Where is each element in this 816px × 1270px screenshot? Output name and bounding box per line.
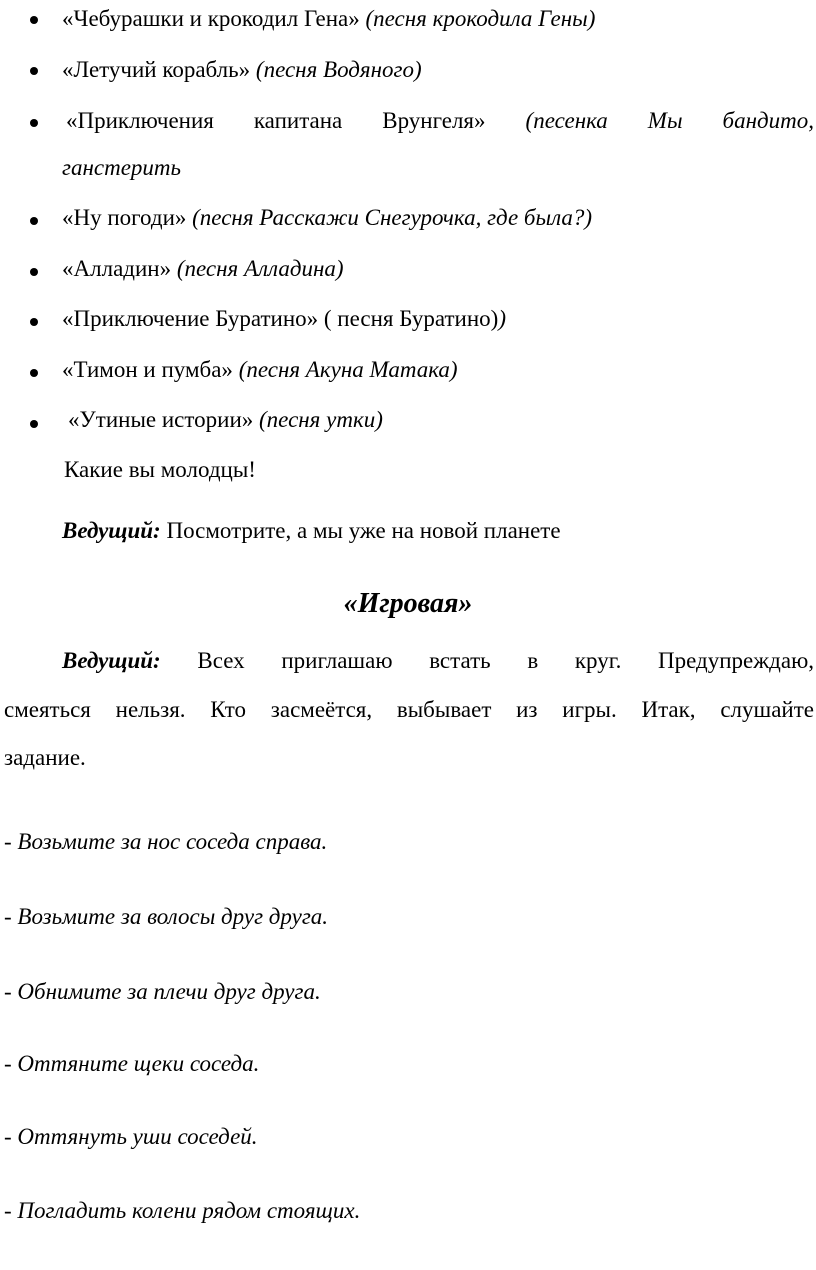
list-item-title: «Утиные истории»	[68, 407, 254, 432]
list-item-title: «Чебурашки и крокодил Гена»	[62, 6, 360, 31]
host-speech-line: смеяться нельзя. Кто засмеётся, выбывает из игры. Итак, слушайте	[4, 697, 814, 722]
list-item-note-continuation: ганстерить	[62, 155, 181, 180]
bullet-icon	[30, 217, 38, 225]
task-item: - Возьмите за волосы друг друга.	[4, 904, 329, 929]
host-label: Ведущий:	[62, 518, 161, 543]
list-item-note: (песня Расскажи Снегурочка, где была?)	[192, 205, 593, 230]
host-speech: Посмотрите, а мы уже на новой планете	[166, 518, 561, 543]
task-item: - Оттяните щеки соседа.	[4, 1051, 260, 1076]
list-item-title: «Приключение Буратино» ( песня Буратино)	[62, 306, 499, 331]
bullet-icon	[30, 369, 38, 377]
list-item-note: (песня Водяного)	[255, 57, 422, 82]
list-item-note: (песня Акуна Матака)	[238, 357, 458, 382]
bullet-icon	[30, 16, 38, 24]
task-item: - Погладить колени рядом стоящих.	[4, 1198, 361, 1223]
list-item-note: (песня Алладина)	[176, 256, 344, 281]
section-title: «Игровая»	[343, 588, 473, 619]
bullet-icon	[30, 268, 38, 276]
host-speech-line: задание.	[4, 745, 86, 770]
bullet-icon	[30, 67, 38, 75]
list-item-title: «Ну погоди»	[62, 205, 187, 230]
list-item-title: «Алладин»	[62, 256, 172, 281]
list-item-note: (песня крокодила Гены)	[365, 6, 596, 31]
bullet-icon	[30, 119, 38, 127]
list-item-note: (песня утки)	[259, 407, 383, 432]
list-item-note: )	[498, 306, 506, 331]
list-item-title: «Приключения капитана Врунгеля»	[66, 108, 486, 133]
bullet-icon	[30, 318, 38, 326]
host-speech: Всех приглашаю встать в круг. Предупреждаю,	[197, 648, 814, 673]
host-line-1	[62, 518, 561, 544]
list-item-title: «Тимон и пумба»	[62, 357, 233, 382]
host-label: Ведущий:	[62, 648, 161, 673]
task-item: - Оттянуть уши соседей.	[4, 1124, 258, 1149]
task-item: - Возьмите за нос соседа справа.	[4, 829, 328, 854]
task-item: - Обнимите за плечи друг друга.	[4, 979, 321, 1004]
praise-text: Какие вы молодцы!	[64, 457, 256, 482]
list-item-note: (песенка Мы бандито,	[525, 108, 815, 133]
list-item-title: «Летучий корабль»	[62, 57, 251, 82]
bullet-icon	[30, 420, 38, 428]
